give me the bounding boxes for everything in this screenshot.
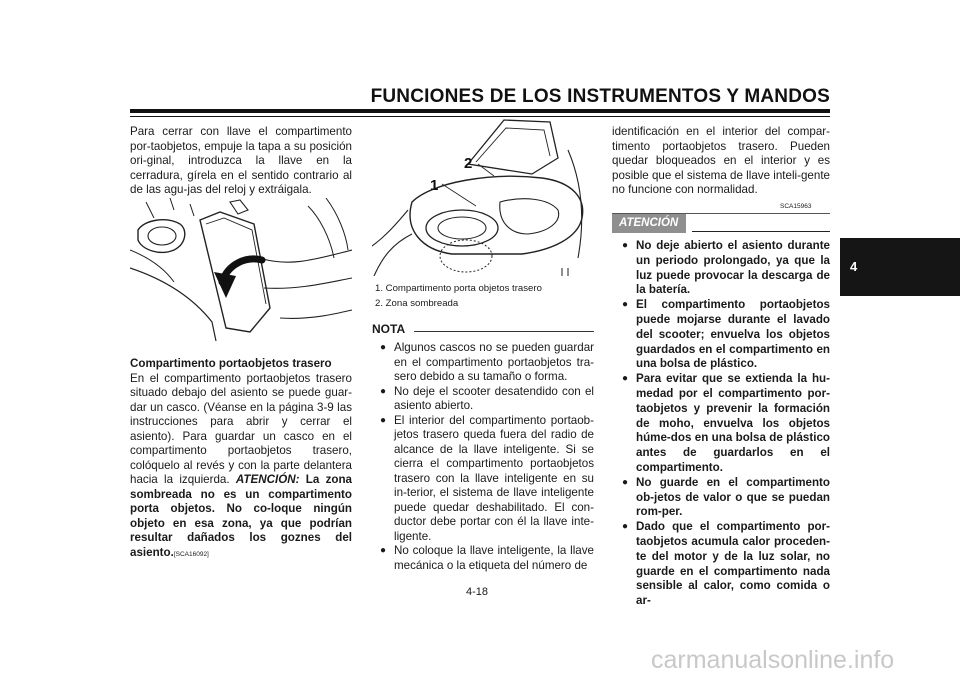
storage-lid-illustration [130,198,352,341]
intro-paragraph: Para cerrar con llave el compartimento por-taobjetos, empuje la tapa a su posición ori-ginal, introduzca la llave en la cerradura, gírela en el sentido contrario al de las agu-jas del reloj y extráigala. [130,125,352,196]
note-list [380,341,594,573]
note-rule [414,331,594,332]
caption-item: 1. Compartimento porta objetos trasero [375,283,542,294]
caution-item: ● No deje abierto el asiento durante un periodo prolongado, ya que la luz puede provocar la descarga de la batería. [622,239,830,298]
callout-1: 1 [430,177,439,194]
header-rule [130,109,830,113]
section-paragraph [130,372,352,563]
caution-item: ● Dado que el compartimento por-taobjetos acumula calor proceden-te del motor y de la luz solar, no guarde en el compartimento nada sensible al calor, como comida o ar- [622,520,830,609]
note-title: NOTA [372,322,406,336]
attention-text: La zona sombreada no es un compartimento porta objetos. No co-loque ningún objeto en esa zona, ya que podrían resultar dañados los goznes del asiento. [130,473,352,559]
column-left-body [130,357,352,562]
section-title: Compartimento portaobjetos trasero [130,357,332,370]
header-rule-thin [130,116,830,117]
caution-code: SCA15963 [780,203,812,210]
note-item: ● No deje el scooter desatendido con el asiento abierto. [380,385,594,414]
continued-paragraph: identificación en el interior del compar-timento portaobjetos trasero. Pueden quedar bloqueados en el interior y es posible que el sistema de llave inteli-gente no funcione con normalidad. [612,125,830,196]
caution-badge: ATENCIÓN [612,214,686,233]
caution-item: ● No guarde en el compartimento ob-jetos de valor o que se puedan rom-per. [622,476,830,520]
column-right [612,125,830,198]
caution-list [622,239,830,609]
caption-item: 2. Zona sombreada [375,298,459,309]
caution-rule [692,231,830,232]
column-left [130,125,352,198]
page-header-title: FUNCIONES DE LOS INSTRUMENTOS Y MANDOS [370,86,830,107]
chapter-tab [840,238,960,296]
caution-item: ● El compartimento portaobjetos puede mojarse durante el lavado del scooter; envuelva los objetos guardados en el compartimento en una bolsa de plástico. [622,298,830,372]
note-item: ● El interior del compartimento portaob-jetos trasero queda fuera del radio de alcance de la llave inteligente. Si se cierra el compartimento portaobjetos trasero con la llave inteligente en su in-terior, el sistema de llave inteligente puede quedar deshabilitado. El con-ductor debe portar con él la llave inte-ligente. [380,414,594,545]
watermark: carmanualsonline.info [651,646,895,674]
chapter-number: 4 [850,259,858,274]
attention-label: ATENCIÓN: [235,473,300,486]
note-item: ● Algunos cascos no se pueden guardar en el compartimento portaobjetos tra-sero debido a su tamaño o forma. [380,341,594,385]
seat-compartment-illustration [372,118,594,276]
caution-item: ● Para evitar que se extienda la hu-medad por el compartimento por-taobjetos y prevenir la formación de moho, envuelva los objetos húme-dos en una bolsa de plástico antes de guardarlos en el compartimento. [622,372,830,476]
section-body: En el compartimento portaobjetos trasero situado debajo del asiento se puede guar-dar un casco. (Véanse en la página 3-9 las instrucciones para abrir y cerrar el asiento). Para guardar un casco en el compartimento portaobjetos trasero, colóquelo al revés y con la parte delantera hacia la izquierda. [130,371,352,486]
callout-2: 2 [464,155,473,172]
figure-caption [375,281,597,311]
attention-code: [SCA16092] [173,550,209,558]
page-number: 4-18 [466,586,489,598]
note-item: ● No coloque la llave inteligente, la llave mecánica o la etiqueta del número de [380,544,594,573]
